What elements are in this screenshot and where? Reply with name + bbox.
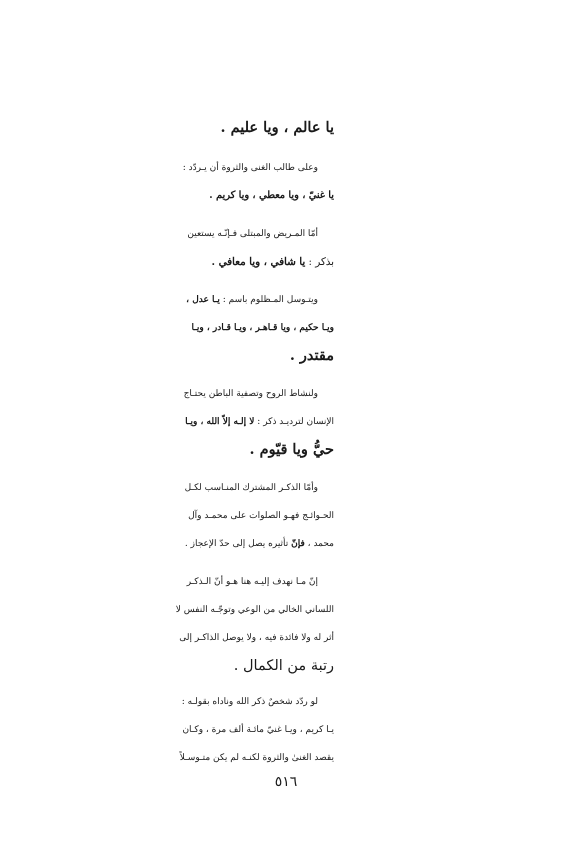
- text-line: [210, 346, 334, 366]
- text-phrase: الحـوائـج فهـو الصلوات على محمـد وآل: [188, 511, 334, 521]
- bold-phrase: يا شافي ، ويا معافي .: [211, 256, 306, 268]
- text-phrase: ويتـوسل المـظلوم باسم :: [219, 295, 318, 305]
- text-phrase: أمّا المـريض والمبتلى فـإنّـه يستعين: [187, 229, 318, 239]
- text-line: [210, 118, 334, 138]
- bold-phrase: يا غنيّ ، ويا معطي ، ويا كريم .: [209, 190, 334, 201]
- text-line: [185, 412, 334, 432]
- text-line: [210, 186, 334, 206]
- text-line: [184, 478, 318, 498]
- text-line: [187, 224, 318, 244]
- text-phrase: محمد ،: [304, 539, 334, 549]
- text-line: [184, 534, 334, 554]
- text-line: [181, 692, 318, 712]
- text-line: [191, 318, 334, 338]
- text-line: [182, 158, 318, 178]
- text-phrase: يقصد الغنىٰ والثروة لكنـه لم يكن متـوسـلاً: [179, 753, 334, 763]
- text-line: [183, 384, 318, 404]
- bold-phrase: يا عالم ، ويا عليم .: [220, 119, 334, 136]
- text-phrase: وعلى طالب الغنى والثروة أن يـردّد :: [182, 163, 318, 173]
- text-phrase: بذكر :: [305, 256, 334, 268]
- text-phrase: اللساني الخالي من الوعي وتوجّـه النفس لا: [175, 605, 334, 615]
- text-phrase: رتبة من الكمال .: [233, 658, 334, 674]
- text-line: [175, 600, 334, 620]
- text-line: [210, 252, 334, 272]
- text-phrase: ولنشاط الروح وتصفية الباطن يحتـاج: [183, 389, 318, 399]
- text-phrase: يـا كريم ، ويـا غنيّ مائـة ألف مرة ، وكـان: [182, 725, 334, 735]
- text-phrase: أثر له ولا فائدة فيه ، ولا يوصل الذاكـر إلى: [179, 633, 334, 643]
- text-line: [179, 628, 334, 648]
- bold-phrase: ويـا حكيم ، ويا قـاهـر ، ويـا قـادر ، ويـا: [191, 323, 334, 333]
- text-phrase: إنّ مـا نهدف إليـه هنا هـو أنّ الـذكـر: [186, 577, 318, 587]
- text-line: [210, 440, 334, 460]
- text-phrase: وأمّا الذكـر المشترك المنـاسب لكـل: [184, 483, 318, 493]
- text-phrase: لو ردّد شخصٌ ذكر الله وناداه بقولـه :: [181, 697, 318, 707]
- bold-phrase: لا إلـه إلاّ الله ، ويـا: [185, 417, 255, 427]
- text-line: [179, 748, 334, 768]
- text-line: [182, 720, 334, 740]
- text-phrase: الإنسان لترديـد ذكر :: [254, 417, 334, 427]
- bold-phrase: مقتدر .: [289, 347, 334, 364]
- text-phrase: تأثيره يصل إلى حدّ الإعجاز .: [184, 539, 292, 549]
- text-line: [186, 572, 318, 592]
- page-number: ٥١٦: [274, 774, 298, 790]
- text-line: [188, 506, 334, 526]
- bold-phrase: يـا عدل ،: [186, 295, 220, 305]
- text-line: [186, 290, 318, 310]
- text-line: [210, 656, 334, 676]
- bold-phrase: فإنّ: [291, 539, 305, 549]
- bold-phrase: حيُّ ويا قيّوم .: [249, 441, 334, 458]
